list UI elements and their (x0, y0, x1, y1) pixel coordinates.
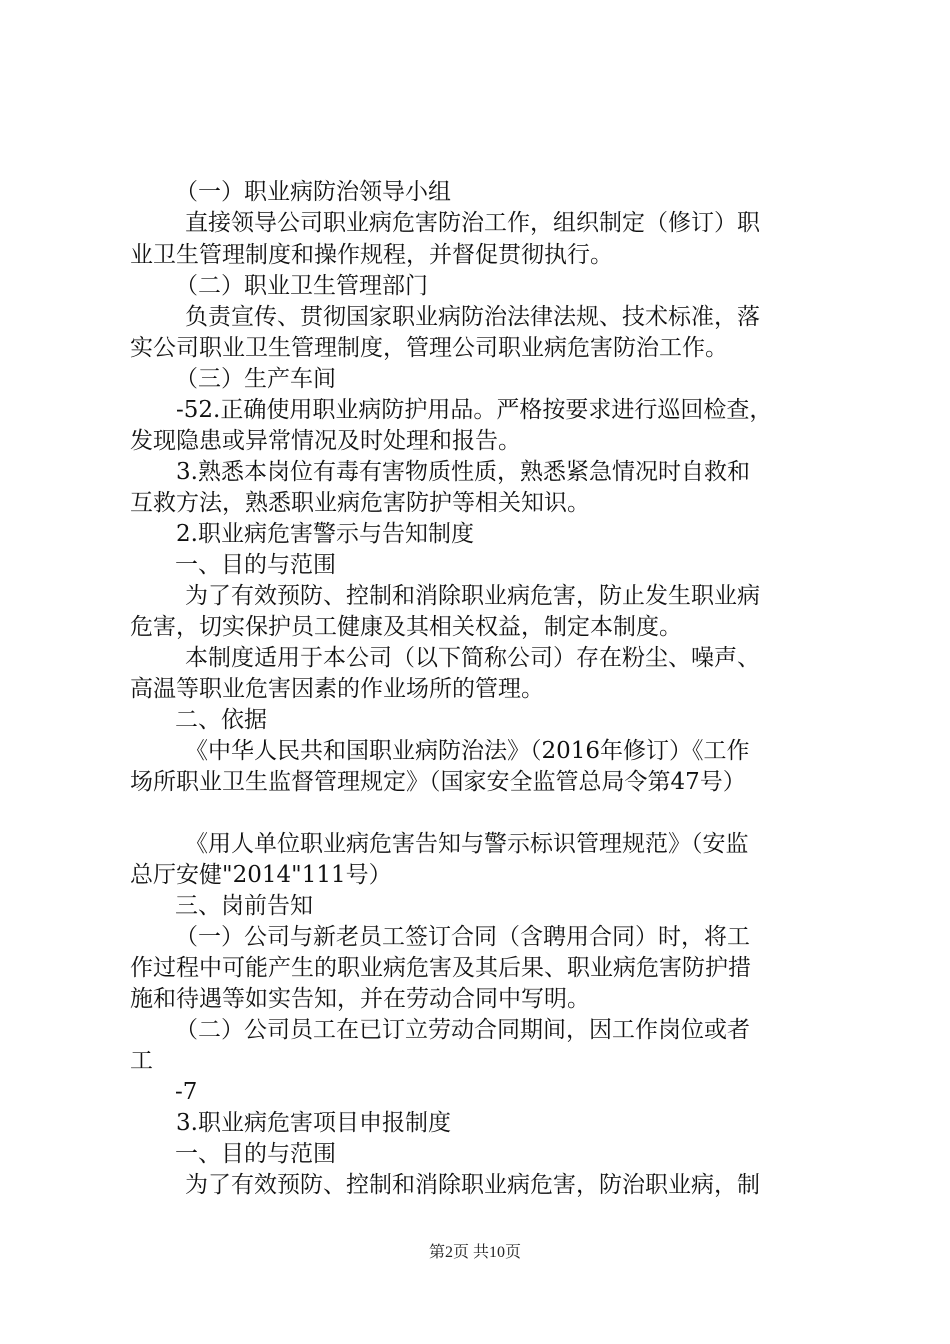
paragraph-line: 负责宣传、贯彻国家职业病防治法律法规、技术标准，落 (185, 304, 760, 330)
subsection-heading: 二、依据 (175, 707, 267, 733)
subsection-heading: 三、岗前告知 (175, 893, 313, 919)
paragraph-line: 作过程中可能产生的职业病危害及其后果、职业病危害防护措 (130, 955, 751, 981)
paragraph-line: 高温等职业危害因素的作业场所的管理。 (130, 676, 544, 702)
paragraph-line: 总厅安健"2014"111号） (130, 862, 392, 888)
paragraph-line: 互救方法，熟悉职业病危害防护等相关知识。 (130, 490, 590, 516)
paragraph-line: 业卫生管理制度和操作规程，并督促贯彻执行。 (130, 242, 613, 268)
heading-workshop: （三）生产车间 (175, 366, 336, 392)
paragraph-line: 为了有效预防、控制和消除职业病危害，防治职业病，制 (185, 1172, 760, 1198)
paragraph-line: 发现隐患或异常情况及时处理和报告。 (130, 428, 521, 454)
paragraph-line: 《中华人民共和国职业病防治法》（2016年修订）《工作 (185, 738, 750, 764)
subsection-heading: 一、目的与范围 (175, 552, 336, 578)
paragraph-line: 工 (130, 1048, 153, 1074)
section-heading: 3.职业病危害项目申报制度 (176, 1110, 451, 1136)
heading-leadership-group: （一）职业病防治领导小组 (175, 179, 451, 205)
paragraph-line: 本制度适用于本公司（以下简称公司）存在粉尘、噪声、 (185, 645, 760, 671)
paragraph-line: 实公司职业卫生管理制度，管理公司职业病危害防治工作。 (130, 335, 728, 361)
heading-management-dept: （二）职业卫生管理部门 (175, 273, 428, 299)
paragraph-line: 为了有效预防、控制和消除职业病危害，防止发生职业病 (185, 583, 760, 609)
paragraph-line: 3.熟悉本岗位有毒有害物质性质，熟悉紧急情况时自救和 (176, 459, 750, 485)
paragraph-line: （二）公司员工在已订立劳动合同期间，因工作岗位或者 (175, 1017, 750, 1043)
subsection-heading: 一、目的与范围 (175, 1141, 336, 1167)
page-footer: 第2页 共10页 (428, 1244, 521, 1261)
paragraph-line: 施和待遇等如实告知，并在劳动合同中写明。 (130, 986, 590, 1012)
paragraph-line: 直接领导公司职业病危害防治工作，组织制定（修订）职 (185, 210, 760, 236)
paragraph-line: 《用人单位职业病危害告知与警示标识管理规范》（安监 (185, 831, 749, 857)
paragraph-line: -52.正确使用职业病防护用品。严格按要求进行巡回检查， (176, 397, 773, 423)
section-heading: 2.职业病危害警示与告知制度 (176, 521, 474, 547)
inline-page-marker: -7 (175, 1079, 198, 1105)
paragraph-line: 危害，切实保护员工健康及其相关权益，制定本制度。 (130, 614, 682, 640)
paragraph-line: （一）公司与新老员工签订合同（含聘用合同）时，将工 (175, 924, 750, 950)
paragraph-line: 场所职业卫生监督管理规定》（国家安全监管总局令第47号） (130, 769, 746, 795)
